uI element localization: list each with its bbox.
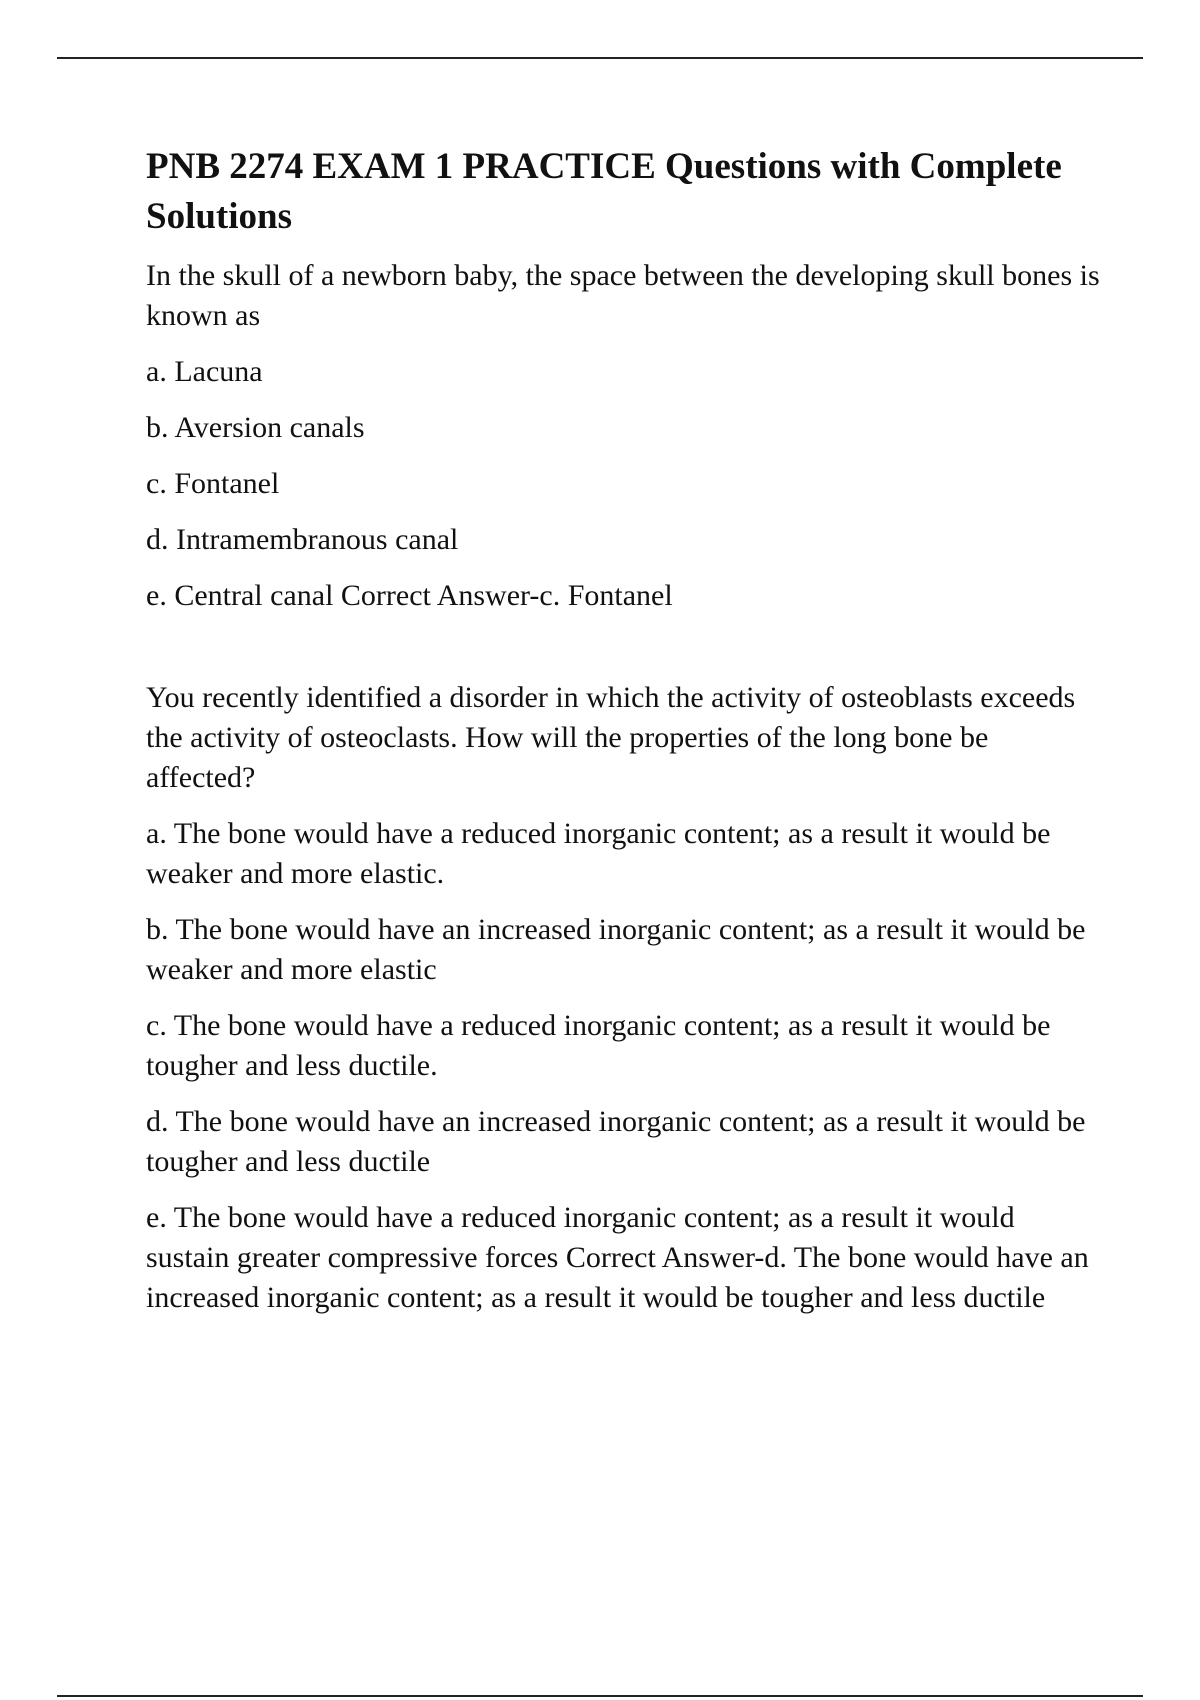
question-2 — [146, 678, 1101, 1318]
bottom-divider — [57, 1695, 1143, 1697]
answer-option-with-answer: e. The bone would have a reduced inorganic content; as a result it would sustain greater compressive forces Correct Answer-d. The bone would have an increased inorganic content; as a result it would be tougher and less ductile — [146, 1201, 1089, 1314]
answer-option: c. Fontanel — [146, 467, 280, 500]
question-text: In the skull of a newborn baby, the space between the developing skull bones is known as — [146, 259, 1100, 332]
question-text: You recently identified a disorder in which the activity of osteoblasts exceeds the activity of osteoclasts. How will the properties of the long bone be affected? — [146, 681, 1076, 794]
top-divider — [57, 57, 1143, 59]
answer-option: b. Aversion canals — [146, 411, 365, 444]
answer-option: d. The bone would have an increased inorganic content; as a result it would be tougher and less ductile — [146, 1105, 1086, 1178]
question-1 — [146, 256, 1101, 616]
answer-option: a. Lacuna — [146, 355, 263, 388]
answer-option: a. The bone would have a reduced inorganic content; as a result it would be weaker and more elastic. — [146, 817, 1051, 890]
answer-option-with-answer: e. Central canal Correct Answer-c. Fontanel — [146, 579, 673, 612]
answer-option: c. The bone would have a reduced inorganic content; as a result it would be tougher and less ductile. — [146, 1009, 1051, 1082]
answer-option: b. The bone would have an increased inorganic content; as a result it would be weaker and more elastic — [146, 913, 1086, 986]
answer-option: d. Intramembranous canal — [146, 523, 459, 556]
page-title: PNB 2274 EXAM 1 PRACTICE Questions with Complete Solutions — [146, 146, 1062, 237]
document-body — [146, 142, 1101, 1334]
